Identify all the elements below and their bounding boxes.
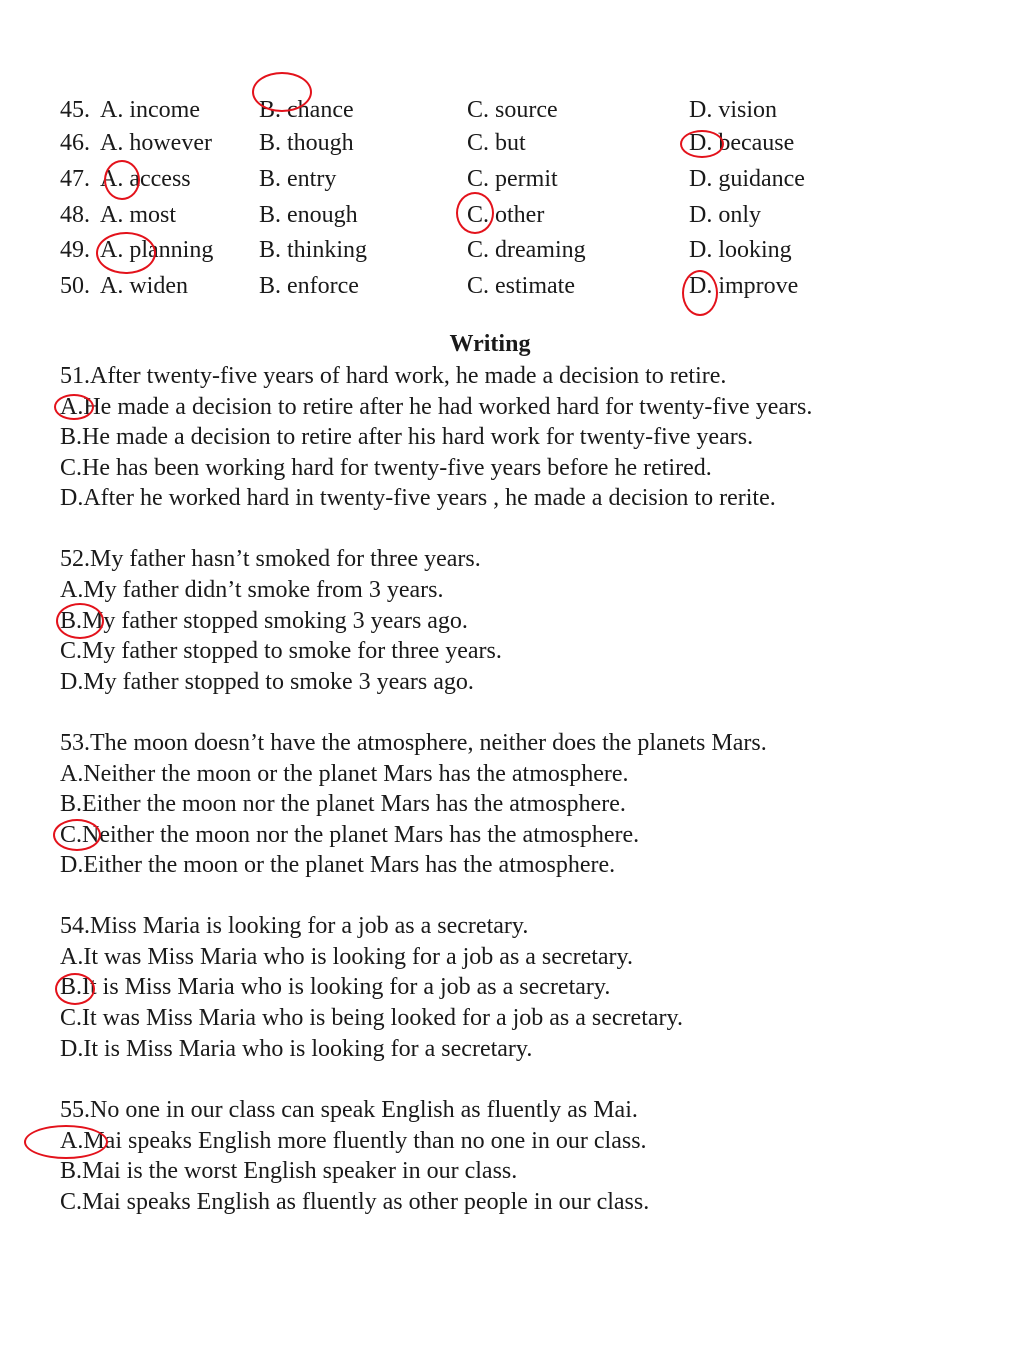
question-52-option-a: A.My father didn’t smoke from 3 years. [60,577,444,603]
question-49-number: 49. [60,237,90,263]
section-title: Writing [449,331,531,357]
question-47-option-d: D. guidance [689,166,805,192]
answer-mark-55 [24,1125,108,1159]
question-51-option-c: C.He has been working hard for twenty-five years before he retired. [60,455,712,481]
question-55-option-b: B.Mai is the worst English speaker in our class. [60,1158,518,1184]
question-49-option-d: D. looking [689,237,792,263]
question-52-option-b: B.My father stopped smoking 3 years ago. [60,608,468,634]
question-48-option-b: B. enough [259,202,358,228]
answer-mark-53 [53,819,101,851]
answer-mark-54 [55,973,95,1005]
question-46-option-b: B. though [259,130,354,156]
question-52-option-c: C.My father stopped to smoke for three years. [60,638,502,664]
question-50-option-a: A. widen [100,273,188,299]
question-50-option-c: C. estimate [467,273,575,299]
question-51-option-d: D.After he worked hard in twenty-five years , he made a decision to rerite. [60,485,776,511]
answer-mark-48 [456,192,494,234]
question-45-option-b: B. chance [259,97,354,123]
answer-mark-52 [56,603,104,639]
answer-mark-46 [680,130,724,158]
question-49-option-c: C. dreaming [467,237,586,263]
question-50-option-d: D. improve [689,273,799,299]
question-46-number: 46. [60,130,90,156]
question-55-option-a: A.Mai speaks English more fluently than no one in our class. [60,1128,647,1154]
question-46-option-c: C. but [467,130,526,156]
question-54-prompt: 54.Miss Maria is looking for a job as a secretary. [60,913,529,939]
question-54-option-d: D.It is Miss Maria who is looking for a secretary. [60,1036,533,1062]
question-48-number: 48. [60,202,90,228]
question-54-option-a: A.It was Miss Maria who is looking for a job as a secretary. [60,944,633,970]
answer-mark-49 [96,232,156,274]
question-53-option-b: B.Either the moon nor the planet Mars has the atmosphere. [60,791,626,817]
question-48-option-a: A. most [100,202,177,228]
question-52-option-d: D.My father stopped to smoke 3 years ago. [60,669,474,695]
question-51-prompt: 51.After twenty-five years of hard work, he made a decision to retire. [60,363,727,389]
question-55-prompt: 55.No one in our class can speak English as fluently as Mai. [60,1097,638,1123]
question-54-option-c: C.It was Miss Maria who is being looked for a job as a secretary. [60,1005,683,1031]
question-47-option-b: B. entry [259,166,337,192]
question-47-number: 47. [60,166,90,192]
question-53-option-d: D.Either the moon or the planet Mars has the atmosphere. [60,852,616,878]
question-53-option-a: A.Neither the moon or the planet Mars has the atmosphere. [60,761,629,787]
question-49-option-b: B. thinking [259,237,368,263]
question-45-option-c: C. source [467,97,558,123]
question-47-option-c: C. permit [467,166,558,192]
question-48-option-c: C. other [467,202,545,228]
question-45-option-d: D. vision [689,97,778,123]
question-51-option-b: B.He made a decision to retire after his hard work for twenty-five years. [60,424,754,450]
question-55-option-c: C.Mai speaks English as fluently as other people in our class. [60,1189,650,1215]
question-48-option-d: D. only [689,202,761,228]
question-46-option-d: D. because [689,130,795,156]
question-52-prompt: 52.My father hasn’t smoked for three years. [60,546,481,572]
question-50-option-b: B. enforce [259,273,359,299]
answer-mark-50 [682,270,718,316]
question-53-option-c: C.Neither the moon nor the planet Mars has the atmosphere. [60,822,640,848]
question-54-option-b: B.It is Miss Maria who is looking for a job as a secretary. [60,974,611,1000]
question-47-option-a: A. access [100,166,191,192]
question-53-prompt: 53.The moon doesn’t have the atmosphere, neither does the planets Mars. [60,730,767,756]
answer-mark-47 [104,160,140,200]
answer-mark-45 [252,72,312,112]
question-45-option-a-text: A. income [100,97,200,123]
question-45-option-a: 45. [60,97,90,123]
question-46-option-a: A. however [100,130,212,156]
answer-mark-51 [54,394,94,420]
question-49-option-a: A. planning [100,237,214,263]
question-51-option-a: A.He made a decision to retire after he had worked hard for twenty-five years. [60,394,813,420]
question-50-number: 50. [60,273,90,299]
